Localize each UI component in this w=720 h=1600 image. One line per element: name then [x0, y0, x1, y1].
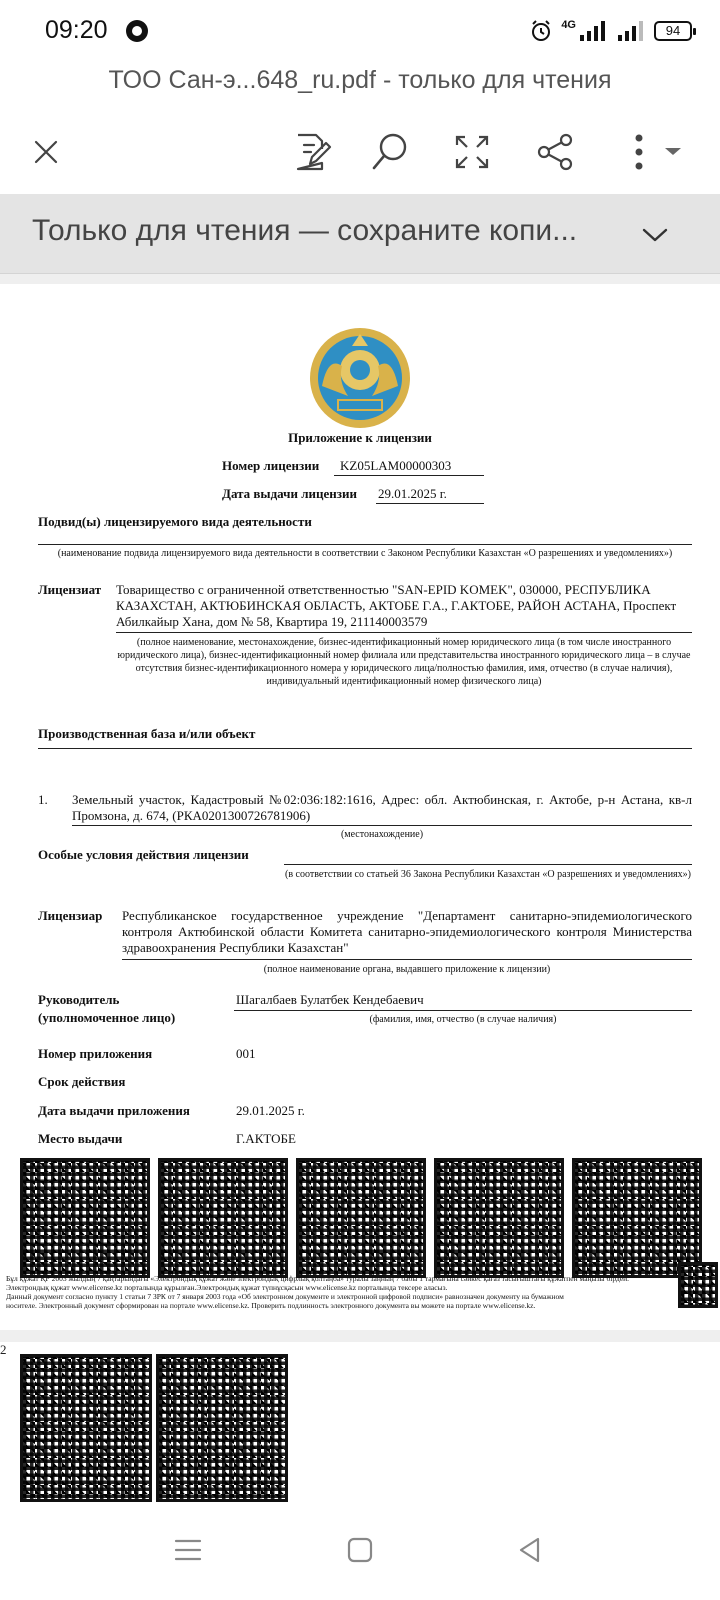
appendix-number-value: 001 — [236, 1046, 256, 1061]
qr-code — [572, 1158, 702, 1278]
licensee-line — [116, 632, 692, 633]
qr-code — [434, 1158, 564, 1278]
home-button[interactable] — [332, 1522, 388, 1578]
banner-expand-button[interactable] — [638, 218, 672, 252]
banner-text: Только для чтения — сохраните копи... — [32, 214, 578, 247]
license-number-label: Номер лицензии — [222, 458, 320, 473]
license-number-value: KZ05LAM00000303 — [340, 458, 452, 473]
toolbar — [0, 118, 720, 188]
qr-code — [296, 1158, 426, 1278]
back-icon — [516, 1536, 544, 1564]
search-icon — [370, 132, 410, 172]
more-options-button[interactable] — [622, 126, 688, 178]
licensee-text: Товарищество с ограниченной ответственностью "SAN-EPID KOMEK", 030000, РЕСПУБЛИКА КАЗАХСТАН, АКТЮБИНСКАЯ ОБЛАСТЬ, АКТОБЕ Г.А., Г.АКТОБЕ, РАЙОН АСТАНА, Проспект Абилкайыр Хана, дом № 58, Квартира 19, 211140003579 — [116, 582, 677, 629]
state-emblem-icon — [308, 326, 412, 430]
qr-code — [158, 1158, 288, 1278]
signal-icon — [578, 19, 608, 43]
read-only-banner[interactable] — [0, 194, 720, 274]
qr-code — [678, 1262, 718, 1308]
chevron-down-icon — [642, 227, 668, 243]
base-item-text: Земельный участок, Кадастровый №02:036:182:1616, Адрес: обл. Актюбинская, г. Актобе, р-н Астана, кв-л Промзона, д. 674, (РКА0201300726781906) — [72, 792, 692, 823]
qr-code — [156, 1354, 288, 1502]
license-number-underline — [334, 475, 484, 476]
special-conditions-line — [284, 864, 692, 865]
head-label: Руководитель — [38, 992, 120, 1007]
close-button[interactable] — [20, 126, 72, 178]
subtype-line — [38, 544, 692, 545]
subtype-note: (наименование подвида лицензируемого вида деятельности в соответствии с Законом Республики Казахстан «О разрешениях и уведомлениях») — [57, 548, 673, 559]
licensor-line — [122, 959, 692, 960]
footer-text-kz-1: Бұл құжат ҚР 2003 жылдың 7 қаңтарындағы «Электрондық құжат және электрондық цифрлық қолтаңба» туралы заңның 7 бабы 1 тармағына сәйкес қағаз тасығыштағы құжатпен маңызы бірдей. — [6, 1274, 630, 1283]
head-name: Шагалбаев Булатбек Кендебаевич — [236, 992, 424, 1007]
pdf-page-2 — [0, 1342, 720, 1502]
alarm-icon — [529, 19, 553, 43]
place-label: Место выдачи — [38, 1131, 123, 1146]
appendix-title: Приложение к лицензии — [288, 430, 432, 445]
status-time: 09:20 — [45, 16, 108, 44]
document-title: ТОО Сан-э...648_ru.pdf - только для чтения — [108, 66, 612, 94]
production-base-line — [38, 748, 692, 749]
recent-apps-button[interactable] — [160, 1522, 216, 1578]
footer-text-ru-1: Данный документ согласно пункту 1 статьи 7 ЗРК от 7 января 2003 года «Об электронном документе и электронной цифровой подписи» равнозначен документу на бумажном — [6, 1292, 564, 1301]
base-location-note: (местонахождение) — [340, 829, 424, 840]
licensee-label: Лицензиат — [38, 582, 102, 597]
notification-app-icon — [126, 20, 148, 42]
appendix-date-value: 29.01.2025 г. — [236, 1103, 305, 1118]
share-icon — [536, 132, 576, 172]
back-button[interactable] — [502, 1522, 558, 1578]
issue-date-underline — [376, 503, 484, 504]
appendix-date-label: Дата выдачи приложения — [38, 1103, 190, 1118]
head-name-line — [234, 1010, 692, 1011]
issue-date-label: Дата выдачи лицензии — [222, 486, 357, 501]
close-icon — [31, 137, 61, 167]
base-item-line — [72, 825, 692, 826]
head-name-note: (фамилия, имя, отчество (в случае наличия) — [369, 1014, 557, 1025]
pdf-page-1 — [0, 284, 720, 1330]
edit-document-icon — [292, 131, 332, 173]
edit-button[interactable] — [286, 126, 338, 178]
share-button[interactable] — [530, 126, 582, 178]
more-vertical-icon — [625, 132, 685, 172]
production-base-label: Производственная база и/или объект — [38, 726, 256, 741]
special-conditions-label: Особые условия действия лицензии — [38, 847, 249, 862]
issue-date-value: 29.01.2025 г. — [378, 486, 447, 501]
status-bar — [0, 0, 720, 62]
navigation-bar — [0, 1502, 720, 1600]
qr-code — [20, 1158, 150, 1278]
base-item-number: 1. — [38, 792, 48, 807]
special-conditions-note: (в соответствии со статьей 36 Закона Республики Казахстан «О разрешениях и уведомлениях») — [285, 869, 691, 880]
place-value: Г.АКТОБЕ — [236, 1131, 296, 1146]
footer-text-kz-2: Электрондық құжат www.elicense.kz порталында құрылған.Электрондық құжат түпнұсқасын www.elicense.kz порталында тексере аласыз. — [6, 1283, 448, 1292]
pdf-viewer[interactable] — [0, 274, 720, 1502]
qr-code — [20, 1354, 152, 1502]
network-type: 4G — [561, 19, 576, 31]
licensor-label: Лицензиар — [38, 908, 103, 923]
menu-icon — [174, 1536, 202, 1564]
fullscreen-button[interactable] — [446, 126, 498, 178]
authorized-person-label: (уполномоченное лицо) — [38, 1010, 176, 1025]
licensor-text: Республиканское государственное учреждение "Департамент санитарно-эпидемиологического контроля Актюбинской области Комитета санитарно-эпидемиологического контроля Министерства здравоохранения Республики Казахстан" — [122, 908, 692, 955]
home-icon — [346, 1536, 374, 1564]
fullscreen-icon — [454, 134, 490, 170]
licensor-note: (полное наименование органа, выдавшего приложение к лицензии) — [263, 964, 551, 975]
subtype-label: Подвид(ы) лицензируемого вида деятельности — [38, 514, 312, 529]
page-number: 2 — [0, 1342, 7, 1357]
appendix-number-label: Номер приложения — [38, 1046, 153, 1061]
validity-label: Срок действия — [38, 1074, 126, 1089]
status-indicators — [529, 16, 692, 46]
signal-2-icon — [616, 19, 646, 43]
footer-text-ru-2: носителе. Электронный документ сформирован на портале www.elicense.kz. Проверить подлинность электронного документа вы можете на портале www.elicense.kz. — [6, 1301, 536, 1310]
licensee-note: (полное наименование, местонахождение, бизнес-идентификационный номер юридического лица (в том числе иностранного юридического лица), бизнес-идентификационный номер филиала или представительства иностранного юридического лица – в случае отсутствия бизнес-идентификационного номера у юридического лица/полностью фамилия, имя, отчество (в случае наличия), индивидуальный идентификационный номер физического лица) — [117, 637, 691, 687]
search-button[interactable] — [364, 126, 416, 178]
battery-indicator: 94 — [654, 21, 692, 41]
